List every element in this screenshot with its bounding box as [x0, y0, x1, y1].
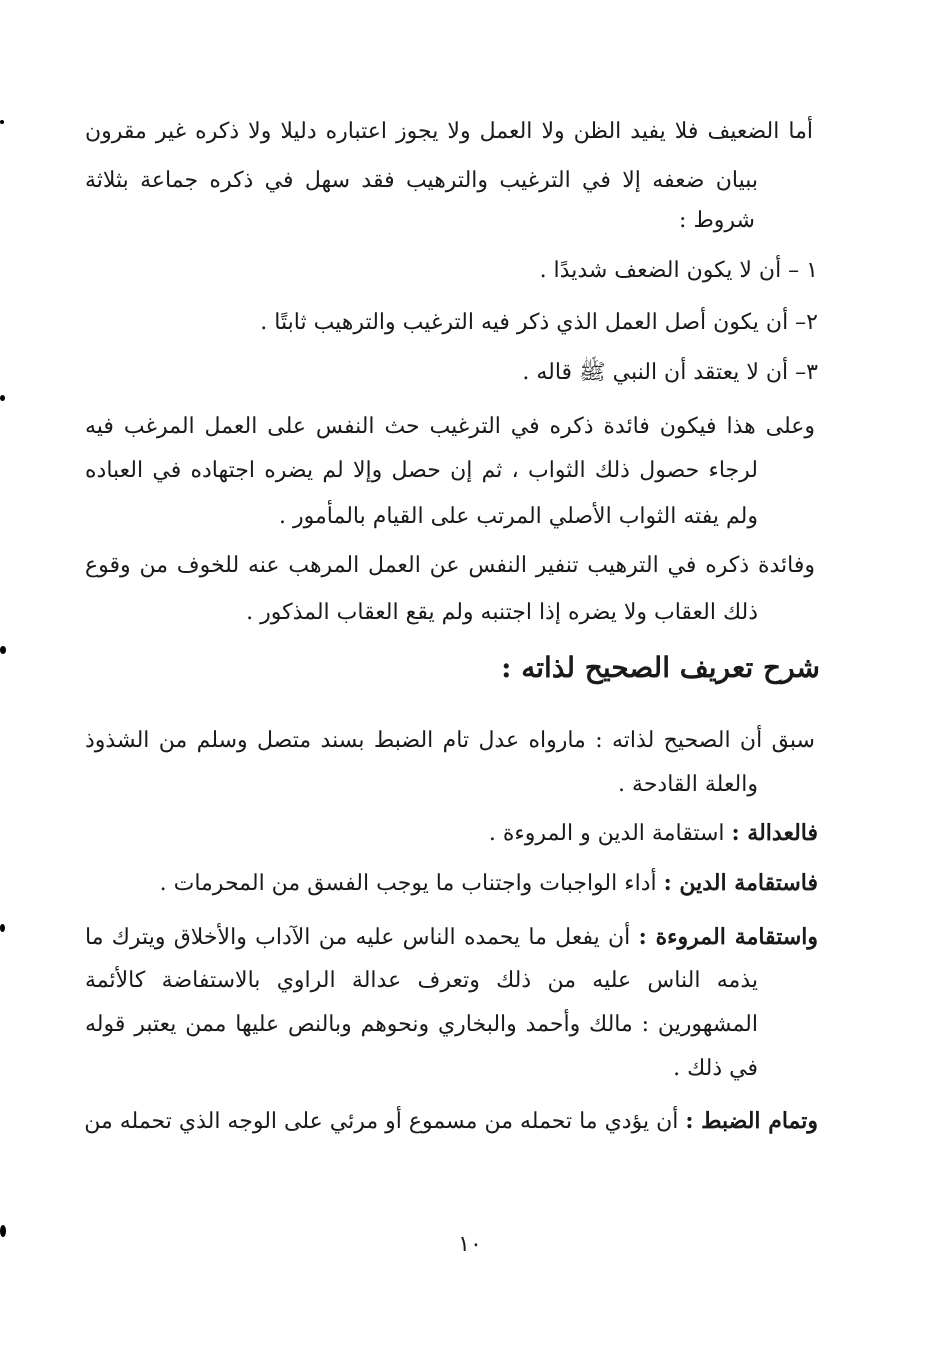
dabt-term: وتمام الضبط :	[685, 1108, 818, 1134]
dabt-line1	[85, 1106, 818, 1137]
scan-mark	[0, 395, 5, 401]
adala-term: فالعدالة :	[731, 820, 818, 846]
condition-2: ٢– أن يكون أصل العمل الذي ذكر فيه الترغيب والترهيب ثابتًا .	[260, 310, 818, 335]
page-number: ١٠	[458, 1232, 482, 1257]
condition-1: ١ – أن لا يكون الضعف شديدًا .	[539, 258, 818, 283]
para1-line1: أما الضعيف فلا يفيد الظن ولا العمل ولا يجوز اعتباره دليلا ولا ذكره غير مقرون	[85, 119, 813, 144]
para2-line2: لرجاء حصول ذلك الثواب ، ثم إن حصل وإلا لم يضره اجتهاده في العباده	[85, 458, 758, 483]
muruah-line2: يذمه الناس عليه من ذلك وتعرف عدالة الراوي بالاستفاضة كالأئمة	[85, 968, 758, 993]
section-heading: شرح تعريف الصحيح لذاته :	[501, 651, 820, 684]
para1-line2: ببيان ضعفه إلا في الترغيب والترهيب فقد سهل في ذكره جماعة بثلاثة	[85, 168, 759, 193]
deen-term: فاستقامة الدين :	[663, 870, 818, 896]
muruah-line3: المشهورين : مالك وأحمد والبخاري ونحوهم وبالنص عليها ممن يعتبر قوله	[85, 1012, 758, 1037]
para3-line2: ذلك العقاب ولا يضره إذا اجتنبه ولم يقع العقاب المذكور .	[246, 600, 758, 625]
definition-line2: والعلة القادحة .	[618, 772, 758, 797]
dabt-text-1: أن يؤدي ما تحمله من مسموع أو مرئي على الوجه الذي تحمله من	[84, 1109, 686, 1134]
para2-line1: وعلى هذا فيكون فائدة ذكره في الترغيب حث النفس على العمل المرغب فيه	[85, 414, 815, 439]
adala-text: استقامة الدين و المروءة .	[488, 821, 732, 846]
scan-mark	[0, 120, 4, 124]
scan-mark	[0, 646, 6, 654]
deen-text: أداء الواجبات واجتناب ما يوجب الفسق من المحرمات .	[159, 871, 664, 896]
adala-line	[489, 818, 818, 849]
para1-line3: شروط :	[679, 208, 755, 233]
muruah-term: واستقامة المروءة :	[638, 924, 818, 950]
para2-line3: ولم يفته الثواب الأصلي المرتب على القيام بالمأمور .	[279, 504, 758, 529]
condition-3: ٣– أن لا يعتقد أن النبي ﷺ قاله .	[522, 360, 818, 385]
muruah-line1	[85, 922, 818, 953]
scan-mark	[0, 924, 5, 932]
muruah-text-1: أن يفعل ما يحمده الناس عليه من الآداب والأخلاق ويترك ما	[85, 925, 639, 950]
definition-line1: سبق أن الصحيح لذاته : مارواه عدل تام الضبط بسند متصل وسلم من الشذوذ	[85, 728, 815, 753]
muruah-line4: في ذلك .	[673, 1056, 758, 1081]
deen-line	[160, 868, 818, 899]
para3-line1: وفائدة ذكره في الترهيب تنفير النفس عن العمل المرهب عنه للخوف من وقوع	[85, 553, 815, 578]
scan-mark	[0, 1225, 6, 1237]
